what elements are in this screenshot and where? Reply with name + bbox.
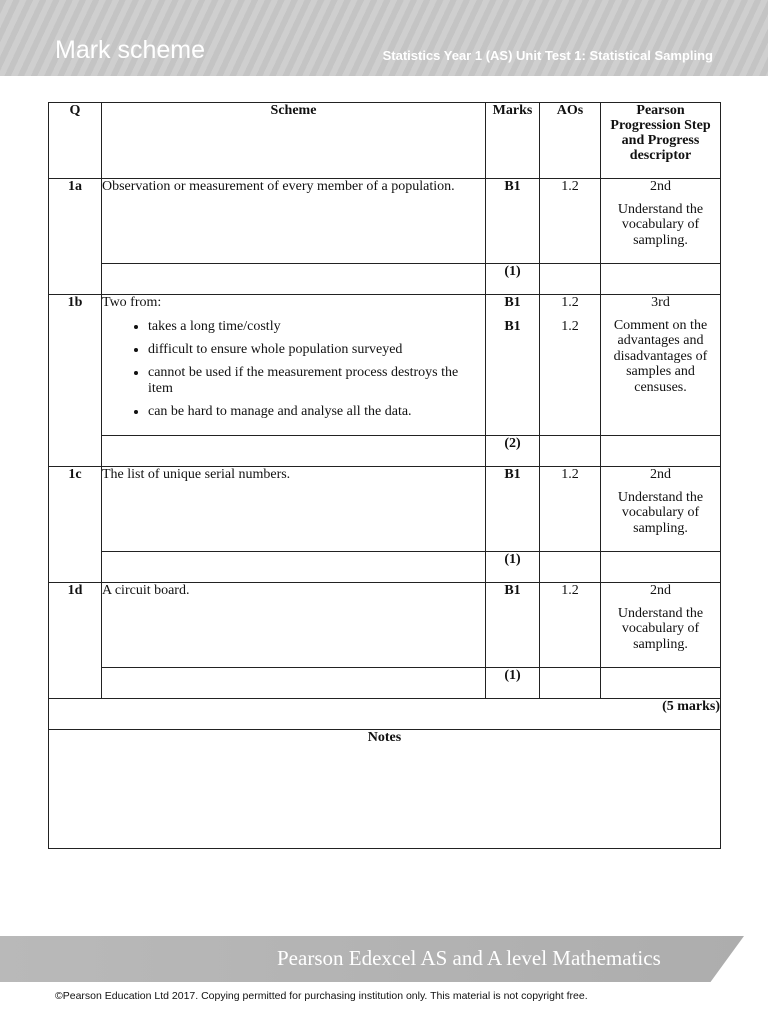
mark-scheme-table bbox=[48, 102, 721, 849]
aos-cell: 1.2 bbox=[540, 583, 601, 668]
question-number: 1b bbox=[49, 295, 102, 467]
total-row bbox=[49, 699, 721, 730]
descriptor-cell bbox=[601, 179, 721, 264]
empty-cell bbox=[540, 552, 601, 583]
empty-cell bbox=[540, 668, 601, 699]
question-number: 1c bbox=[49, 467, 102, 583]
marks-cell: B1 bbox=[486, 467, 540, 552]
header-title: Mark scheme bbox=[55, 36, 206, 64]
column-header-scheme: Scheme bbox=[102, 103, 486, 179]
subtotal-row bbox=[49, 264, 721, 295]
column-header-marks: Marks bbox=[486, 103, 540, 179]
empty-cell bbox=[540, 264, 601, 295]
subtotal-row bbox=[49, 436, 721, 467]
ao-value: 1.2 bbox=[561, 319, 579, 334]
copyright-notice: ©Pearson Education Ltd 2017. Copying permitted for purchasing institution only. This material is not copyright free. bbox=[55, 990, 588, 1002]
question-number: 1d bbox=[49, 583, 102, 699]
aos-cell bbox=[540, 295, 601, 436]
empty-cell bbox=[102, 264, 486, 295]
notes-heading: Notes bbox=[49, 730, 721, 849]
list-item: • can be hard to manage and analyse all the data. bbox=[148, 404, 485, 420]
column-header-q: Q bbox=[49, 103, 102, 179]
subtotal-row bbox=[49, 668, 721, 699]
table-row bbox=[49, 295, 721, 436]
mark-b1: B1 bbox=[504, 295, 521, 310]
table-row bbox=[49, 467, 721, 552]
marks-cell: B1 bbox=[486, 583, 540, 668]
descriptor-cell bbox=[601, 583, 721, 668]
descriptor-cell bbox=[601, 295, 721, 436]
list-item: • takes a long time/costly bbox=[148, 319, 485, 335]
empty-cell bbox=[601, 552, 721, 583]
column-header-descriptor: Pearson Progression Step and Progress descriptor bbox=[601, 103, 721, 179]
marks-cell: B1 bbox=[486, 179, 540, 264]
empty-cell bbox=[601, 668, 721, 699]
scheme-intro: Two from: bbox=[102, 295, 162, 310]
progression-step: 3rd bbox=[651, 295, 670, 310]
marks-cell bbox=[486, 295, 540, 436]
notes-row bbox=[49, 730, 721, 849]
subtotal-marks: (2) bbox=[486, 436, 540, 467]
header-subtitle: Statistics Year 1 (AS) Unit Test 1: Statistical Sampling bbox=[382, 48, 713, 63]
subtotal-marks: (1) bbox=[486, 668, 540, 699]
subtotal-row bbox=[49, 552, 721, 583]
descriptor-cell bbox=[601, 467, 721, 552]
progress-descriptor: Comment on the advantages and disadvantages of samples and censuses. bbox=[613, 317, 708, 395]
progression-step: 2nd bbox=[650, 179, 671, 194]
aos-cell: 1.2 bbox=[540, 467, 601, 552]
progress-descriptor: Understand the vocabulary of sampling. bbox=[617, 605, 704, 652]
progress-descriptor: Understand the vocabulary of sampling. bbox=[617, 489, 704, 536]
subtotal-marks: (1) bbox=[486, 264, 540, 295]
scheme-cell: The list of unique serial numbers. bbox=[102, 467, 486, 552]
list-item: • difficult to ensure whole population surveyed bbox=[148, 342, 485, 358]
total-marks: (5 marks) bbox=[49, 699, 721, 730]
table-row bbox=[49, 179, 721, 264]
ao-value: 1.2 bbox=[561, 295, 579, 310]
scheme-cell: Observation or measurement of every member of a population. bbox=[102, 179, 486, 264]
empty-cell bbox=[102, 552, 486, 583]
subtotal-marks: (1) bbox=[486, 552, 540, 583]
empty-cell bbox=[102, 436, 486, 467]
page-header bbox=[0, 0, 768, 76]
table-row bbox=[49, 583, 721, 668]
scheme-cell bbox=[102, 295, 486, 436]
footer-brand: Pearson Edexcel AS and A level Mathematics bbox=[277, 946, 661, 970]
aos-cell: 1.2 bbox=[540, 179, 601, 264]
mark-b1: B1 bbox=[504, 319, 521, 334]
progression-step: 2nd bbox=[650, 467, 671, 482]
progression-step: 2nd bbox=[650, 583, 671, 598]
column-header-aos: AOs bbox=[540, 103, 601, 179]
empty-cell bbox=[540, 436, 601, 467]
empty-cell bbox=[102, 668, 486, 699]
list-item: • cannot be used if the measurement process destroys the item bbox=[148, 365, 485, 397]
question-number: 1a bbox=[49, 179, 102, 295]
empty-cell bbox=[601, 436, 721, 467]
scheme-options-list bbox=[102, 319, 485, 420]
table-header-row bbox=[49, 103, 721, 179]
empty-cell bbox=[601, 264, 721, 295]
scheme-cell: A circuit board. bbox=[102, 583, 486, 668]
progress-descriptor: Understand the vocabulary of sampling. bbox=[617, 201, 704, 248]
